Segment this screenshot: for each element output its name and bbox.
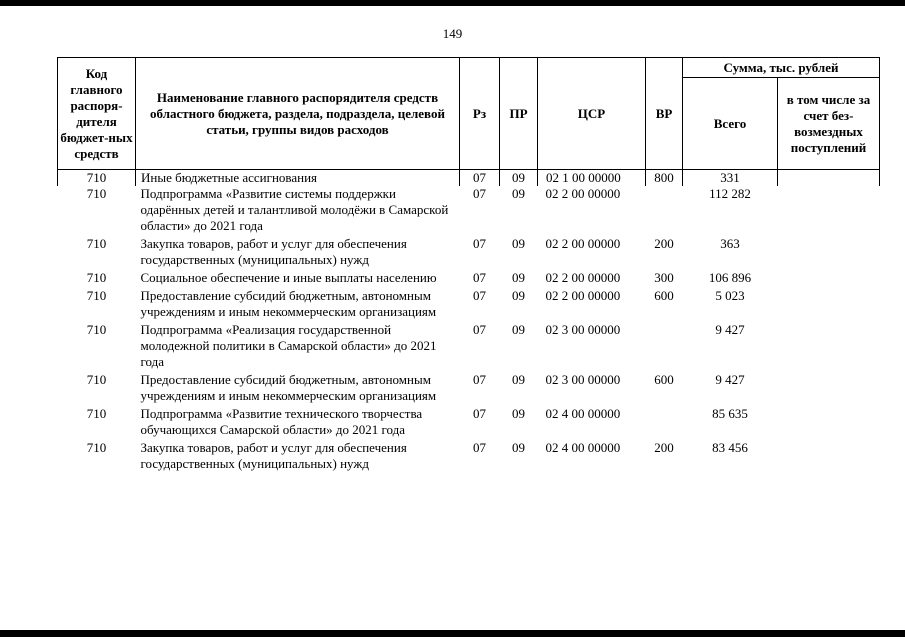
cell-csr: 02 1 00 00000 [538,170,646,187]
cell-total: 106 896 [708,270,752,285]
cell-pr: 09 [512,288,525,303]
header-csr: ЦСР [538,58,646,170]
cell-rz: 07 [473,270,486,285]
cell-vr: 200 [654,236,674,251]
table-row [58,406,880,440]
cell-code: 710 [86,236,107,251]
cell-total: 85 635 [712,406,748,421]
cell-csr: 02 3 00 00000 [545,322,621,337]
cell-name: Закупка товаров, работ и услуг для обеспечения государственных (муниципальных) нужд [140,236,407,267]
cell-total: 9 427 [715,322,745,337]
cell-name: Социальное обеспечение и иные выплаты населению [140,270,437,285]
budget-table [57,57,880,474]
cell-csr: 02 4 00 00000 [545,406,621,421]
cell-rz: 07 [473,186,486,201]
header-code: Код главного распоря-дителя бюджет-ных средств [58,58,136,170]
table-row [58,170,880,187]
cell-pr: 09 [500,170,538,187]
cell-csr: 02 2 00 00000 [545,288,621,303]
header-rz: Рз [460,58,500,170]
cell-total: 363 [720,236,740,251]
cell-csr: 02 4 00 00000 [545,440,621,455]
header-incl: в том числе за счет без-возмездных поступлений [778,78,880,170]
cell-pr: 09 [512,186,525,201]
cell-name: Предоставление субсидий бюджетным, автономным учреждениям и иным некоммерческим организациям [140,288,437,319]
cell-name: Подпрограмма «Реализация государственной молодежной политики в Самарской области» до 2021 года [140,322,437,369]
table-header [58,58,880,170]
page-number: 149 [442,26,463,41]
cell-rz: 07 [473,372,486,387]
cell-code: 710 [86,372,107,387]
cell-incl [778,322,880,372]
cell-vr: 800 [646,170,683,187]
cell-rz: 07 [473,288,486,303]
header-sum: Сумма, тыс. рублей [683,58,880,78]
cell-pr: 09 [512,270,525,285]
cell-pr: 09 [512,372,525,387]
cell-code: 710 [86,322,107,337]
table-row [58,186,880,236]
top-rule [0,0,905,6]
header-vr: ВР [646,58,683,170]
table-row [58,440,880,474]
bottom-rule [0,630,905,637]
cell-pr: 09 [512,236,525,251]
cell-name: Предоставление субсидий бюджетным, автономным учреждениям и иным некоммерческим организациям [140,372,437,403]
cell-incl [778,440,880,474]
header-name: Наименование главного распорядителя средств областного бюджета, раздела, подраздела, целевой статьи, группы видов расходов [136,58,460,170]
cell-total: 5 023 [715,288,745,303]
cell-code: 710 [86,440,107,455]
cell-incl [778,372,880,406]
cell-total: 9 427 [715,372,745,387]
cell-csr: 02 2 00 00000 [545,186,621,201]
cell-code: 710 [58,170,136,187]
cell-name: Подпрограмма «Развитие системы поддержки одарённых детей и талантливой молодёжи в Самарской области» до 2021 года [140,186,449,233]
cell-pr: 09 [512,406,525,421]
cell-name: Иные бюджетные ассигнования [136,170,460,187]
cell-incl [778,406,880,440]
header-pr: ПР [500,58,538,170]
cell-rz: 07 [460,170,500,187]
table-row [58,288,880,322]
cell-code: 710 [86,186,107,201]
cell-vr [646,406,683,440]
cell-vr [646,322,683,372]
cell-incl [778,236,880,270]
cell-csr: 02 3 00 00000 [545,372,621,387]
cell-vr: 600 [654,372,674,387]
cell-code: 710 [86,288,107,303]
cell-code: 710 [86,406,107,421]
cell-rz: 07 [473,322,486,337]
header-total: Всего [683,78,778,170]
table-row [58,270,880,288]
cell-incl [778,288,880,322]
table-row [58,236,880,270]
cell-name: Закупка товаров, работ и услуг для обеспечения государственных (муниципальных) нужд [140,440,407,471]
cell-csr: 02 2 00 00000 [545,270,621,285]
cell-rz: 07 [473,406,486,421]
table-body [58,170,880,475]
cell-csr: 02 2 00 00000 [545,236,621,251]
cell-incl [778,186,880,236]
cell-code: 710 [86,270,107,285]
cell-total: 112 282 [709,186,751,201]
cell-name: Подпрограмма «Развитие технического творчества обучающихся Самарской области» до 2021 года [140,406,423,437]
cell-vr: 200 [654,440,674,455]
cell-incl [778,170,880,187]
cell-incl [778,270,880,288]
cell-vr: 600 [654,288,674,303]
cell-rz: 07 [473,236,486,251]
table-row [58,372,880,406]
cell-total: 83 456 [712,440,748,455]
cell-vr: 300 [654,270,674,285]
cell-pr: 09 [512,440,525,455]
table-row [58,322,880,372]
cell-rz: 07 [473,440,486,455]
cell-total: 331 [683,170,778,187]
cell-vr [646,186,683,236]
cell-pr: 09 [512,322,525,337]
